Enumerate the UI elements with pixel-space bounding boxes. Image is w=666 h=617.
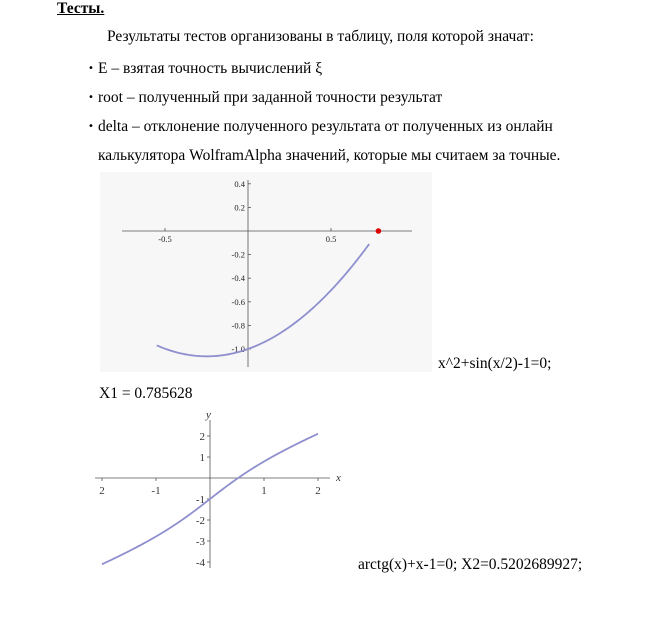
bullet-item-delta: delta – отклонение полученного результата от полученных из онлайн: [98, 118, 553, 135]
plot1-y-tick-label: -0.4: [231, 273, 245, 284]
bullet-marker: •: [88, 121, 94, 132]
equation1: x^2+sin(x/2)-1=0;: [438, 355, 552, 372]
plot2-y-label: y: [206, 409, 211, 421]
bullet-item-root: root – полученный при заданной точности результат: [98, 89, 443, 106]
plot1-root-marker: [376, 228, 382, 234]
plot2-y-tick-label: 2: [199, 431, 205, 443]
plot2-x-tick-label: 2: [99, 485, 105, 497]
plot1-curve: [157, 244, 369, 356]
plot1-y-tick-label: -0.8: [231, 320, 245, 331]
result1: X1 = 0.785628: [99, 385, 193, 402]
section-heading: Тесты.: [57, 0, 105, 17]
plot1-y-tick-label: -0.2: [231, 249, 245, 260]
plot1-x-tick-label: -0.5: [158, 234, 172, 244]
plot2-y-tick-label: -1: [195, 494, 205, 506]
plot1-y-tick-label: 0.2: [234, 202, 245, 213]
plot2-y-tick-label: 1: [199, 452, 205, 464]
bullet-marker: •: [88, 63, 94, 74]
plot2-x-tick-label: 2: [315, 485, 321, 497]
plot2-x-tick-label: -1: [151, 485, 161, 497]
equation2: arctg(x)+x-1=0; X2=0.5202689927;: [358, 556, 583, 573]
plot2-x-label: x: [336, 472, 341, 484]
plot1-y-tick-label: -0.6: [231, 296, 245, 307]
plot1-y-tick-label: 0.4: [234, 178, 245, 189]
plot2-y-tick-label: -2: [195, 515, 205, 527]
plot1-y-tick-label: -1.0: [231, 344, 245, 354]
plot2-y-tick-label: -4: [195, 557, 205, 569]
plot1: [100, 172, 432, 372]
bullet-marker: •: [88, 92, 94, 103]
plot2: [90, 408, 360, 573]
intro-text: Результаты тестов организованы в таблицу, поля которой значат:: [107, 28, 534, 45]
bullet-item-delta-cont: калькулятора WolframAlpha значений, которые мы считаем за точные.: [98, 147, 561, 164]
plot2-y-tick-label: -3: [195, 536, 205, 548]
plot2-x-tick-label: 1: [261, 485, 267, 497]
bullet-item-e: E – взятая точность вычислений ξ: [98, 60, 323, 77]
plot1-x-tick-label: 0.5: [325, 234, 337, 244]
